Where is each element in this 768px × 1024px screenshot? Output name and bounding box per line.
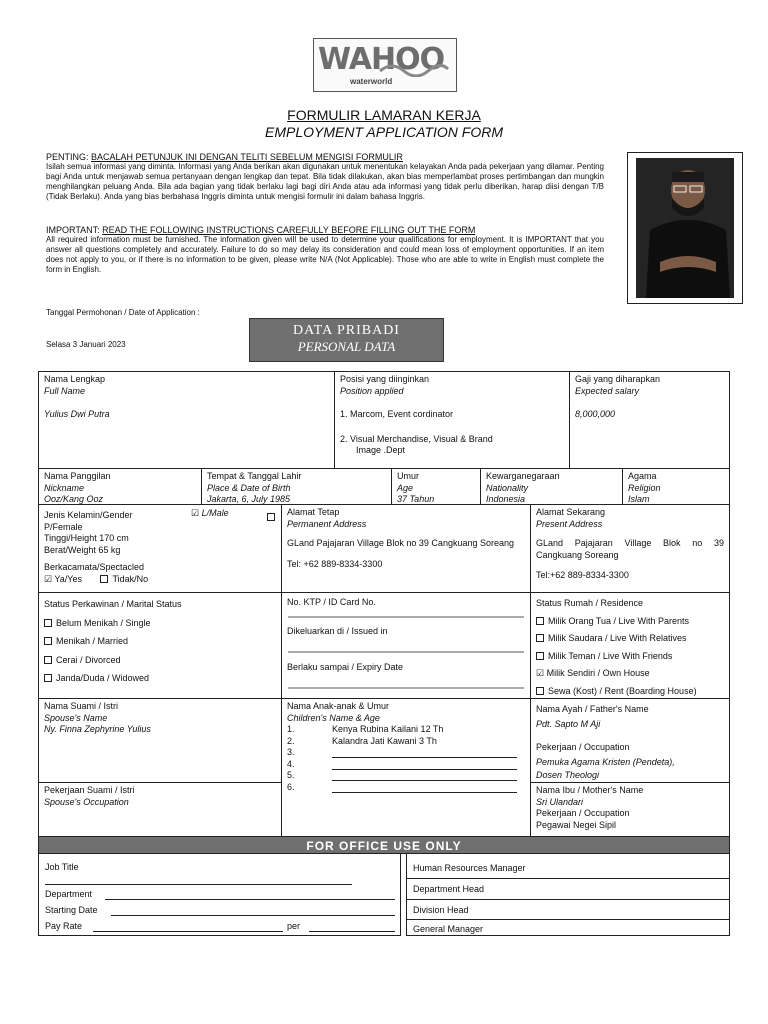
spouse-occupation-cell[interactable] bbox=[38, 782, 282, 837]
nickname-value: Ooz/Kang Ooz bbox=[44, 494, 104, 504]
office-right-cell bbox=[406, 853, 730, 936]
general-manager-label: General Manager bbox=[413, 924, 484, 934]
single-checkbox[interactable] bbox=[44, 619, 52, 627]
child-number: 6. bbox=[287, 781, 295, 792]
permanent-address-cell[interactable] bbox=[281, 504, 531, 593]
married-checkbox[interactable] bbox=[44, 637, 52, 645]
child-value[interactable]: Kenya Rubina Kailani 12 Th bbox=[332, 724, 444, 734]
birth-label: Tempat & Tanggal Lahir bbox=[207, 471, 302, 481]
child-row bbox=[287, 724, 525, 736]
single-label: Belum Menikah / Single bbox=[56, 617, 151, 628]
female-label: P/Female bbox=[44, 521, 83, 532]
person-portrait bbox=[636, 158, 734, 298]
nationality-cell[interactable] bbox=[480, 468, 623, 505]
friends-label: Milik Teman / Live With Friends bbox=[548, 650, 673, 661]
mother-occ-label: Pekerjaan / Occupation bbox=[536, 808, 630, 818]
child-number: 5. bbox=[287, 770, 295, 780]
department-head-label: Department Head bbox=[413, 884, 485, 894]
full-name-cell[interactable] bbox=[38, 371, 335, 469]
spouse-name-cell[interactable] bbox=[38, 698, 282, 783]
office-left-cell bbox=[38, 853, 401, 936]
form-title-en: EMPLOYMENT APPLICATION FORM bbox=[264, 124, 504, 140]
curr-address-value: GLand Pajajaran Village Blok no 39 Cangkuang Soreang bbox=[536, 538, 724, 560]
friends-checkbox[interactable] bbox=[536, 652, 544, 660]
perm-address-value: GLand Pajajaran Village Blok no 39 Cangkuang Soreang bbox=[287, 538, 514, 548]
child-row bbox=[287, 759, 525, 771]
spectacled-yes-checkbox[interactable]: ☑ bbox=[44, 573, 53, 584]
present-address-cell[interactable] bbox=[530, 504, 730, 593]
hr-manager-label: Human Resources Manager bbox=[413, 863, 526, 873]
per-label: per bbox=[287, 921, 301, 931]
children-list bbox=[287, 724, 525, 793]
birth-label-en: Place & Date of Birth bbox=[207, 482, 291, 493]
age-value: 37 Tahun bbox=[397, 494, 435, 504]
marital-status-cell bbox=[38, 592, 282, 699]
birth-cell[interactable] bbox=[201, 468, 392, 505]
penting-body: Isilah semua informasi yang diminta. Informasi yang Anda berikan akan digunakan untuk menentukan kelayakan Anda pada pekerjaan yang dilamar. Penting bagi Anda untuk menjawab semua pertanyaan dengan lengkap dan tepat. Bila tidak dilakukan, akan bias memperlambat proses pertimbangan dan mungkin menghilangkan peluang Anda. Bila ada bagian yang tidak berlaku lagi bagi diri Anda atau ada informasi yang tidak perlu diberikan, harap diisi dengan T/B (Tidak Berlaku). Anda yang bias berbahasa Inggris diminta untuk mengisi formulir ini dalam bahasa Inggris. bbox=[46, 162, 604, 201]
pay-rate-label: Pay Rate bbox=[45, 921, 83, 931]
age-label-en: Age bbox=[397, 482, 414, 493]
section-header bbox=[249, 318, 444, 362]
child-number: 2. bbox=[287, 735, 295, 746]
wave-icon bbox=[378, 61, 450, 77]
divorced-checkbox[interactable] bbox=[44, 656, 52, 664]
issued-label: Dikeluarkan di / Issued in bbox=[287, 625, 388, 636]
nationality-value: Indonesia bbox=[486, 494, 526, 504]
male-checkbox[interactable]: ☑ bbox=[191, 508, 200, 518]
father-occ-value-2: Dosen Theologi bbox=[536, 770, 600, 780]
salary-value: 8,000,000 bbox=[575, 409, 616, 419]
full-name-value: Yulius Dwi Putra bbox=[44, 409, 110, 419]
gender-cell bbox=[38, 504, 282, 593]
religion-cell[interactable] bbox=[622, 468, 730, 505]
section-title-en: PERSONAL DATA bbox=[297, 339, 396, 354]
spouse-occ-label: Pekerjaan Suami / Istri bbox=[44, 785, 135, 795]
residence-label: Status Rumah / Residence bbox=[536, 598, 644, 608]
father-label: Nama Ayah / Father's Name bbox=[536, 704, 649, 714]
position-cell[interactable] bbox=[334, 371, 570, 469]
widowed-checkbox[interactable] bbox=[44, 674, 52, 682]
yes-label: Ya/Yes bbox=[54, 573, 82, 584]
curr-address-label: Alamat Sekarang bbox=[536, 507, 606, 517]
age-cell[interactable] bbox=[391, 468, 481, 505]
child-number: 1. bbox=[287, 724, 295, 734]
perm-tel-value: Tel: +62 889-8334-3300 bbox=[287, 558, 383, 569]
child-underline bbox=[332, 792, 517, 793]
child-value[interactable]: Kalandra Jati Kawani 3 Th bbox=[332, 735, 437, 746]
parents-label: Milik Orang Tua / Live With Parents bbox=[548, 615, 690, 626]
religion-label-en: Religion bbox=[628, 482, 661, 493]
company-logo bbox=[313, 38, 457, 92]
widowed-label: Janda/Duda / Widowed bbox=[56, 673, 150, 683]
age-label: Umur bbox=[397, 471, 419, 481]
important-body: All required information must be furnished. The information given will be used to determine your qualifications for employment. It is IMPORTANT that you answer all questions completely and accurately. Failure to do so may delay its consideration and could mean loss of employment opportunities. If an item does not apply to you, or if there is no information to be given, please write N/A (Not Applicable). Those who are able to write in English must complete the form in English. bbox=[46, 235, 604, 274]
no-label: Tidak/No bbox=[112, 573, 149, 584]
logo-subtitle: waterworld bbox=[350, 77, 393, 86]
application-date-label: Tanggal Permohonan / Date of Application : bbox=[46, 308, 200, 317]
married-label: Menikah / Married bbox=[56, 636, 129, 646]
residence-cell bbox=[530, 592, 730, 699]
mother-occ-value: Pegawai Negei Sipil bbox=[536, 819, 617, 830]
job-title-label: Job Title bbox=[45, 862, 79, 872]
weight-value: Berat/Weight 65 kg bbox=[44, 544, 121, 555]
penting-label: PENTING: bbox=[46, 152, 92, 162]
relatives-checkbox[interactable] bbox=[536, 634, 544, 642]
female-checkbox[interactable] bbox=[267, 513, 275, 521]
child-row bbox=[287, 782, 525, 794]
important-label: IMPORTANT: bbox=[46, 225, 103, 235]
father-cell[interactable] bbox=[530, 698, 730, 783]
full-name-label-en: Full Name bbox=[44, 385, 86, 396]
logo-wordmark: WAHOO bbox=[318, 42, 445, 77]
spouse-label: Nama Suami / Istri bbox=[44, 701, 119, 711]
spouse-label-en: Spouse's Name bbox=[44, 712, 108, 723]
form-title-id: FORMULIR LAMARAN KERJA bbox=[287, 107, 481, 123]
position-item-1: 1. Marcom, Event cordinator bbox=[340, 409, 454, 419]
curr-tel-value: Tel:+62 889-8334-3300 bbox=[536, 570, 629, 580]
relatives-label: Milik Saudara / Live With Relatives bbox=[548, 633, 687, 643]
children-label: Nama Anak-anak & Umur bbox=[287, 701, 390, 711]
child-number: 4. bbox=[287, 758, 295, 769]
gender-label: Jenis Kelamin/Gender bbox=[44, 510, 133, 520]
divorced-label: Cerai / Divorced bbox=[56, 654, 121, 665]
position-item-2-cont: Image .Dept bbox=[356, 445, 406, 455]
religion-value: Islam bbox=[628, 494, 650, 504]
mother-label: Nama Ibu / Mother's Name bbox=[536, 785, 644, 795]
application-date-value: Selasa 3 Januari 2023 bbox=[46, 340, 126, 349]
birth-value: Jakarta, 6, July 1985 bbox=[207, 494, 291, 504]
child-row bbox=[287, 770, 525, 782]
division-head-label: Division Head bbox=[413, 905, 469, 915]
spectacled-no-checkbox[interactable] bbox=[100, 575, 108, 583]
section-title-id: DATA PRIBADI bbox=[293, 323, 400, 338]
child-row bbox=[287, 747, 525, 759]
rent-label: Sewa (Kost) / Rent (Boarding House) bbox=[548, 685, 697, 696]
id-card-cell[interactable] bbox=[281, 592, 531, 699]
penting-heading: BACALAH PETUNJUK INI DENGAN TELITI SEBELUM MENGISI FORMULIR bbox=[91, 152, 403, 162]
ktp-label: No. KTP / ID Card No. bbox=[287, 597, 376, 607]
children-label-en: Children's Name & Age bbox=[287, 712, 380, 723]
children-cell[interactable] bbox=[281, 698, 531, 837]
father-occ-value: Pemuka Agama Kristen (Pendeta), bbox=[536, 756, 675, 767]
perm-address-label: Alamat Tetap bbox=[287, 507, 340, 517]
height-value: Tinggi/Height 170 cm bbox=[44, 533, 129, 543]
salary-label-en: Expected salary bbox=[575, 385, 640, 396]
instructions-id bbox=[46, 152, 604, 202]
nickname-label: Nama Panggilan bbox=[44, 471, 111, 481]
parents-checkbox[interactable] bbox=[536, 617, 544, 625]
position-label-en: Position applied bbox=[340, 385, 404, 396]
spouse-occ-label-en: Spouse's Occupation bbox=[44, 796, 129, 807]
own-house-checkbox[interactable]: ☑ bbox=[536, 668, 545, 678]
department-label: Department bbox=[45, 889, 93, 899]
applicant-photo bbox=[627, 152, 743, 304]
salary-label: Gaji yang diharapkan bbox=[575, 374, 661, 384]
expiry-label: Berlaku sampai / Expiry Date bbox=[287, 662, 404, 672]
full-name-label: Nama Lengkap bbox=[44, 374, 106, 384]
marital-label: Status Perkawinan / Marital Status bbox=[44, 599, 182, 609]
spouse-value: Ny. Finna Zephyrine Yulius bbox=[44, 724, 151, 734]
important-heading: READ THE FOLLOWING INSTRUCTIONS CAREFULLY BEFORE FILLING OUT THE FORM bbox=[102, 225, 476, 235]
own-house-label: Milik Sendiri / Own House bbox=[546, 668, 650, 678]
curr-address-label-en: Present Address bbox=[536, 518, 603, 529]
office-use-header: FOR OFFICE USE ONLY bbox=[38, 836, 730, 854]
religion-label: Agama bbox=[628, 471, 657, 481]
starting-date-label: Starting Date bbox=[45, 905, 98, 915]
father-value: Pdt. Sapto M Aji bbox=[536, 718, 601, 729]
nickname-cell[interactable] bbox=[38, 468, 202, 505]
male-label: L/Male bbox=[201, 508, 229, 518]
salary-cell[interactable] bbox=[569, 371, 730, 469]
spectacled-label: Berkacamata/Spectacled bbox=[44, 562, 145, 572]
father-occ-label: Pekerjaan / Occupation bbox=[536, 742, 630, 752]
nationality-label-en: Nationality bbox=[486, 482, 529, 493]
mother-cell[interactable] bbox=[530, 782, 730, 837]
nickname-label-en: Nickname bbox=[44, 482, 85, 493]
position-label: Posisi yang diinginkan bbox=[340, 374, 430, 384]
instructions-en bbox=[46, 225, 604, 275]
rent-checkbox[interactable] bbox=[536, 687, 544, 695]
perm-address-label-en: Permanent Address bbox=[287, 518, 367, 529]
nationality-label: Kewarganegaraan bbox=[486, 471, 560, 481]
child-row bbox=[287, 736, 525, 748]
child-number: 3. bbox=[287, 747, 295, 757]
mother-value: Sri Ulandari bbox=[536, 796, 584, 807]
position-item-2: 2. Visual Merchandise, Visual & Brand bbox=[340, 433, 493, 444]
